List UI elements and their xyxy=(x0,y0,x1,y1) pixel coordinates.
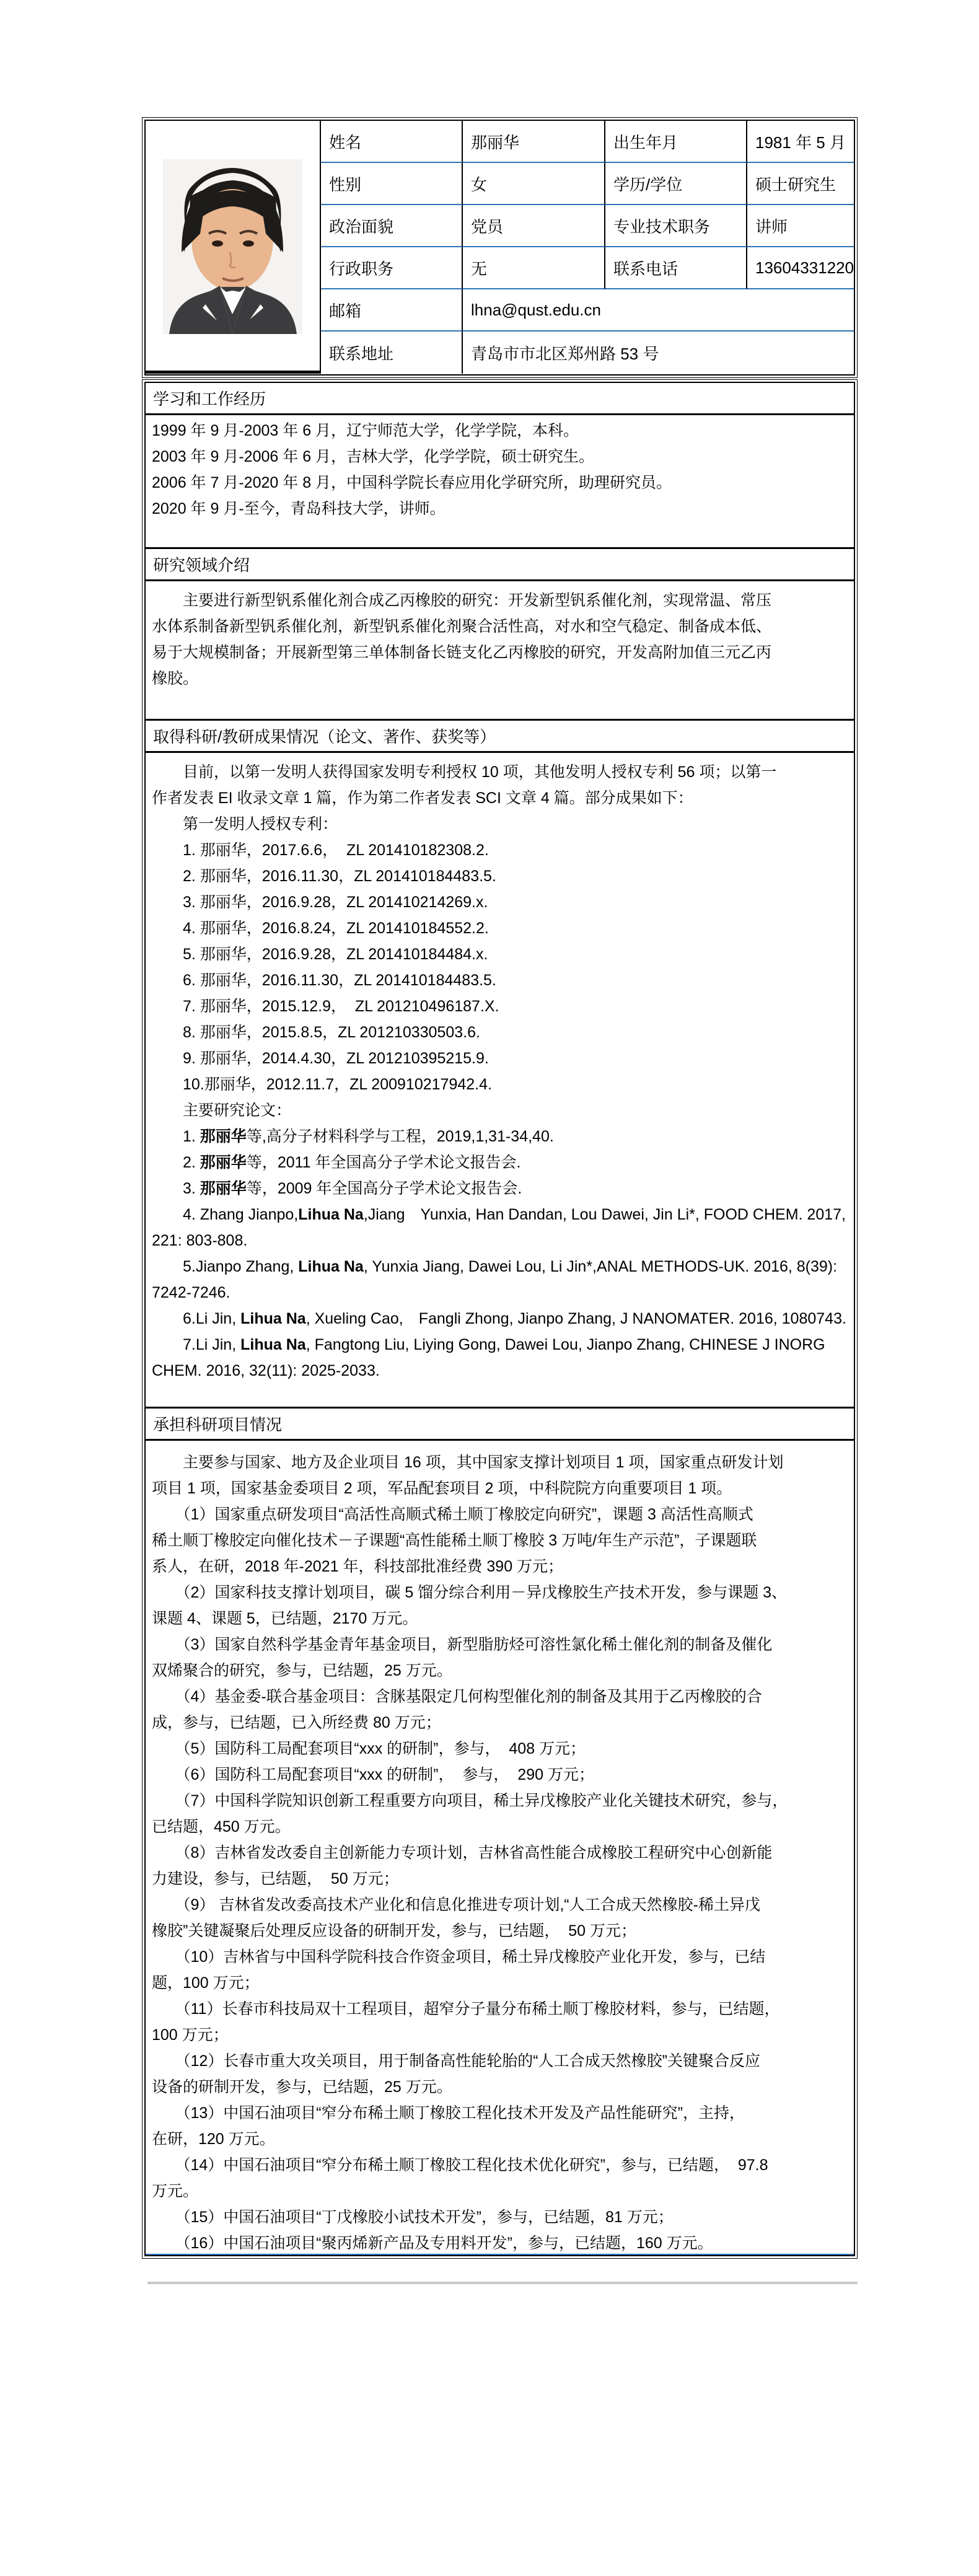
highlighted-author: 那丽华 xyxy=(200,1154,247,1171)
profile-info-table xyxy=(144,120,855,376)
profile-photo xyxy=(163,159,302,334)
line-text: , Fangtong Liu, Liying Gong, Dawei Lou, Jianpo Zhang, CHINESE J INORG xyxy=(305,1336,825,1353)
content-line: 水体系制备新型钒系催化剂，新型钒系催化剂聚合活性高，对水和空气稳定、制备成本低、 xyxy=(152,618,772,635)
field-label-phone: 联系电话 xyxy=(605,247,747,289)
content-line xyxy=(152,1150,849,1176)
content-line: 主要研究论文： xyxy=(152,1102,292,1119)
content-line: 1999 年 9 月-2003 年 6 月，辽宁师范大学，化学学院，本科。 xyxy=(152,422,579,439)
content-line: 万元。 xyxy=(152,2183,199,2200)
section-content xyxy=(146,753,854,1409)
line-text: 4. Zhang Jianpo, xyxy=(152,1206,299,1223)
section-title: 学习和工作经历 xyxy=(153,390,266,408)
field-value-email: lhna@qust.edu.cn xyxy=(463,289,854,332)
line-text: ,Jiang Yunxia, Han Dandan, Lou Dawei, Jin Li*, FOOD CHEM. 2017, xyxy=(363,1206,846,1223)
content-line: （8）吉林省发改委自主创新能力专项计划，吉林省高性能合成橡胶工程研究中心创新能 xyxy=(152,1844,773,1862)
line-text: , Xueling Cao, Fangli Zhong, Jianpo Zhang, J NANOMATER. 2016, 1080743. xyxy=(305,1310,846,1327)
content-line xyxy=(152,1202,849,1228)
field-label-title: 专业技术职务 xyxy=(605,205,747,247)
field-label-admin-post: 行政职务 xyxy=(321,247,463,289)
content-line xyxy=(152,1123,849,1150)
content-line: 作者发表 EI 收录文章 1 篇，作为第二作者发表 SCI 文章 4 篇。部分成果如下： xyxy=(152,789,693,807)
content-line: 稀土顺丁橡胶定向催化技术－子课题“高性能稀土顺丁橡胶 3 万吨/年生产示范”，子课题联 xyxy=(152,1532,757,1549)
content-line: 10.那丽华，2012.11.7，ZL 200910217942.4. xyxy=(152,1076,492,1093)
section-content xyxy=(146,1441,854,2255)
content-line: 橡胶”关键凝聚后处理反应设备的研制开发，参与，已结题， 50 万元； xyxy=(152,1922,636,1940)
section-title: 研究领域介绍 xyxy=(153,556,250,574)
content-line: （12）长春市重大攻关项目，用于制备高性能轮胎的“人工合成天然橡胶”关键聚合反应 xyxy=(152,2052,760,2070)
content-line: （2）国家科技支撑计划项目，碳 5 馏分综合利用－异戊橡胶生产技术开发，参与课题 3、 xyxy=(152,1584,788,1601)
line-text: 等，2011 年全国高分子学术论文报告会. xyxy=(246,1154,521,1171)
content-line: 设备的研制开发，参与，已结题，25 万元。 xyxy=(152,2078,452,2096)
content-line: （9） 吉林省发改委高技术产业化和信息化推进专项计划,“人工合成天然橡胶-稀土异戊 xyxy=(152,1896,760,1914)
section-header xyxy=(146,383,854,415)
line-text: 3. xyxy=(152,1180,200,1197)
field-value-degree: 硕士研究生 xyxy=(747,163,854,205)
content-line: （7）中国科学院知识创新工程重要方向项目，稀土异戊橡胶产业化关键技术研究，参与， xyxy=(152,1792,788,1809)
content-line: 在研，120 万元。 xyxy=(152,2130,275,2148)
line-text: 等,高分子材料科学与工程，2019,1,31-34,40. xyxy=(246,1128,554,1145)
content-line: 第一发明人授权专利： xyxy=(152,815,338,833)
content-line: （14）中国石油项目“窄分布稀土顺丁橡胶工程化技术优化研究”，参与，已结题， 97.8 xyxy=(152,2156,768,2174)
line-text: , Yunxia Jiang, Dawei Lou, Li Jin*,ANAL METHODS-UK. 2016, 8(39): xyxy=(363,1258,838,1275)
line-text: 1. xyxy=(152,1128,200,1145)
content-line: （10）吉林省与中国科学院科技合作资金项目，稀土异戊橡胶产业化开发，参与，已结 xyxy=(152,1948,766,1966)
field-value-address: 青岛市市北区郑州路 53 号 xyxy=(471,344,659,363)
field-value-political: 党员 xyxy=(463,205,605,247)
highlighted-author: 那丽华 xyxy=(200,1180,247,1197)
content-line: CHEM. 2016, 32(11): 2025-2033. xyxy=(152,1362,380,1379)
field-value-name: 那丽华 xyxy=(463,121,605,163)
highlighted-author: 那丽华 xyxy=(200,1128,247,1145)
section-title: 取得科研/教研成果情况（论文、著作、获奖等） xyxy=(153,728,496,746)
content-line: 目前，以第一发明人获得国家发明专利授权 10 项，其他发明人授权专利 56 项；以第一 xyxy=(152,763,777,781)
highlighted-author: Lihua Na xyxy=(298,1258,364,1275)
highlighted-author: Lihua Na xyxy=(240,1310,306,1327)
content-line: 7. 那丽华，2015.12.9， ZL 201210496187.X. xyxy=(152,998,499,1015)
content-line: 橡胶。 xyxy=(152,670,199,687)
content-line: （4）基金委-联合基金项目：含脒基限定几何构型催化剂的制备及其用于乙丙橡胶的合 xyxy=(152,1688,762,1705)
content-line: 7242-7246. xyxy=(152,1284,230,1301)
content-line: 课题 4、课题 5，已结题，2170 万元。 xyxy=(152,1610,418,1627)
field-label-gender: 性别 xyxy=(321,163,463,205)
field-value-title: 讲师 xyxy=(747,205,854,247)
content-line: 主要参与国家、地方及企业项目 16 项，其中国家支撑计划项目 1 项，国家重点研发计划 xyxy=(152,1454,784,1471)
content-line: 1. 那丽华，2017.6.6， ZL 201410182308.2. xyxy=(152,842,489,859)
content-line: 2. 那丽华，2016.11.30，ZL 201410184483.5. xyxy=(152,868,496,885)
content-line: 5. 那丽华，2016.9.28，ZL 201410184484.x. xyxy=(152,946,488,963)
field-value-gender: 女 xyxy=(463,163,605,205)
content-line: 主要进行新型钒系催化剂合成乙丙橡胶的研究：开发新型钒系催化剂，实现常温、常压 xyxy=(152,592,772,609)
content-line: 2006 年 7 月-2020 年 8 月，中国科学院长春应用化学研究所，助理研究员。 xyxy=(152,474,672,491)
line-text: 2. xyxy=(152,1154,200,1171)
content-line: （3）国家自然科学基金青年基金项目，新型脂肪烃可溶性氯化稀土催化剂的制备及催化 xyxy=(152,1636,773,1653)
content-line xyxy=(152,1306,849,1332)
content-line: 易于大规模制备；开展新型第三单体制备长链支化乙丙橡胶的研究，开发高附加值三元乙丙 xyxy=(152,644,772,661)
line-text: 等，2009 年全国高分子学术论文报告会. xyxy=(246,1180,522,1197)
content-line: （1）国家重点研发项目“高活性高顺式稀土顺丁橡胶定向研究”，课题 3 高活性高顺式 xyxy=(152,1506,753,1523)
line-text: 5.Jianpo Zhang, xyxy=(152,1258,299,1275)
field-label-email: 邮箱 xyxy=(321,289,463,332)
content-line: 双烯聚合的研究，参与，已结题，25 万元。 xyxy=(152,1662,452,1679)
content-line: 221: 803-808. xyxy=(152,1232,248,1249)
content-line: 项目 1 项，国家基金委项目 2 项，军品配套项目 2 项，中科院院方向重要项目 1 项。 xyxy=(152,1480,732,1497)
content-line: （15）中国石油项目“丁戊橡胶小试技术开发”，参与，已结题，81 万元； xyxy=(152,2209,674,2226)
line-text: 7.Li Jin, xyxy=(152,1336,241,1353)
field-label-degree: 学历/学位 xyxy=(605,163,747,205)
profile-photo-cell xyxy=(146,121,321,374)
content-line: 8. 那丽华，2015.8.5，ZL 201210330503.6. xyxy=(152,1024,480,1041)
content-line: 9. 那丽华，2014.4.30，ZL 201210395215.9. xyxy=(152,1050,489,1067)
field-value-birth: 1981 年 5 月 xyxy=(747,121,854,163)
section-header xyxy=(146,1409,854,1441)
content-line xyxy=(152,1176,849,1202)
content-line: 2020 年 9 月-至今，青岛科技大学，讲师。 xyxy=(152,500,446,517)
content-line xyxy=(152,1332,849,1358)
field-value-phone: 13604331220 xyxy=(747,247,854,289)
content-line: 成，参与，已结题，已入所经费 80 万元； xyxy=(152,1714,441,1731)
content-line: （16）中国石油项目“聚丙烯新产品及专用料开发”，参与，已结题，160 万元。 xyxy=(152,2235,713,2252)
content-line: 4. 那丽华，2016.8.24，ZL 201410184552.2. xyxy=(152,920,489,937)
sections-table xyxy=(144,382,855,2256)
content-line: 2003 年 9 月-2006 年 6 月，吉林大学，化学学院，硕士研究生。 xyxy=(152,448,595,465)
content-line: （5）国防科工局配套项目“xxx 的研制”，参与， 408 万元； xyxy=(152,1740,586,1757)
section-title: 承担科研项目情况 xyxy=(153,1415,283,1434)
field-label-name: 姓名 xyxy=(321,121,463,163)
field-label-birth: 出生年月 xyxy=(605,121,747,163)
content-line: 题，100 万元； xyxy=(152,1974,260,1992)
section-content xyxy=(146,581,854,721)
content-line: 已结题，450 万元。 xyxy=(152,1818,291,1835)
content-line xyxy=(152,1254,849,1280)
content-line: （11）长春市科技局双十工程项目，超窄分子量分布稀土顺丁橡胶材料，参与，已结题， xyxy=(152,2000,780,2018)
line-text: 6.Li Jin, xyxy=(152,1310,241,1327)
section-header xyxy=(146,721,854,753)
content-line: （6）国防科工局配套项目“xxx 的研制”， 参与， 290 万元； xyxy=(152,1766,594,1783)
footer-divider xyxy=(147,2282,858,2284)
content-line: 力建设，参与，已结题， 50 万元； xyxy=(152,1870,399,1888)
highlighted-author: Lihua Na xyxy=(240,1336,306,1353)
content-line: （13）中国石油项目“窄分布稀土顺丁橡胶工程化技术开发及产品性能研究”，主持， xyxy=(152,2104,745,2122)
highlighted-author: Lihua Na xyxy=(298,1206,364,1223)
content-line: 3. 那丽华，2016.9.28，ZL 201410214269.x. xyxy=(152,894,488,911)
field-label-address: 联系地址 xyxy=(321,332,463,374)
section-content xyxy=(146,415,854,549)
section-header xyxy=(146,549,854,581)
field-value-admin-post: 无 xyxy=(463,247,605,289)
content-line: 系人，在研，2018 年-2021 年，科技部批准经费 390 万元； xyxy=(152,1558,564,1575)
content-line: 100 万元； xyxy=(152,2026,229,2044)
content-line: 6. 那丽华，2016.11.30，ZL 201410184483.5. xyxy=(152,972,496,989)
field-label-political: 政治面貌 xyxy=(321,205,463,247)
